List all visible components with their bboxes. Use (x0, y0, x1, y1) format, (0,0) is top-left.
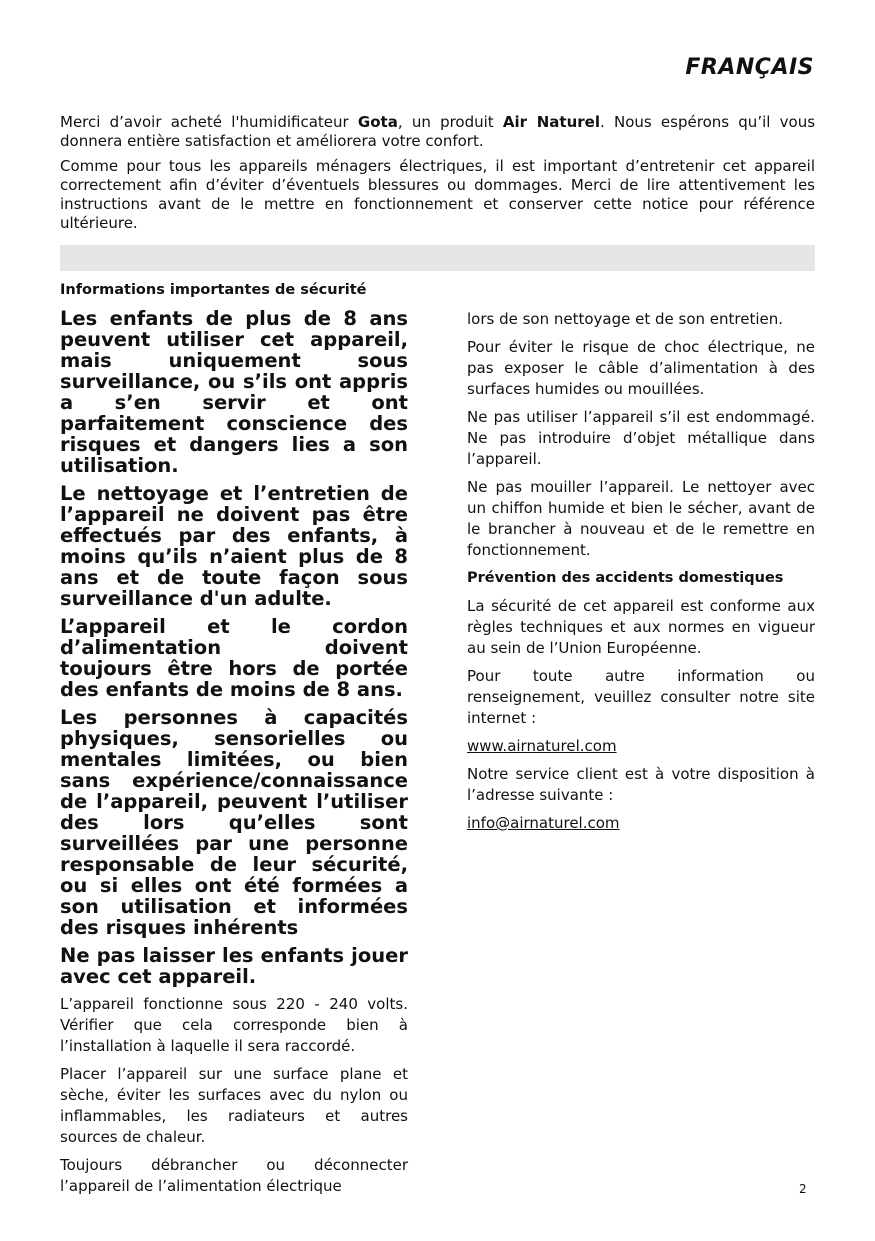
intro-section (60, 113, 815, 239)
section-divider-band (60, 245, 815, 271)
placement-paragraph: Placer l’appareil sur une surface plane et sèche, éviter les surfaces avec du nylon ou inflammables, les radiateurs et autres sources de chaleur. (60, 1065, 408, 1146)
voltage-paragraph: L’appareil fonctionne sous 220 - 240 volts. Vérifier que cela corresponde bien à l’installation à laquelle il sera raccordé. (60, 995, 408, 1055)
unplug-paragraph: Toujours débrancher ou déconnecter l’appareil de l’alimentation électrique (60, 1156, 408, 1195)
prevention-heading: Prévention des accidents domestiques (467, 570, 784, 586)
conformity-paragraph: La sécurité de cet appareil est conforme aux règles techniques et aux normes en vigueur au sein de l’Union Européenne. (467, 597, 815, 657)
language-title: FRANÇAIS (685, 55, 814, 80)
intro-text-3: . Nous espérons qu’il vous donnera entière satisfaction et améliorera votre confort. (60, 113, 816, 150)
service-paragraph: Notre service client est à votre disposition à l’adresse suivante : (467, 765, 815, 804)
product-name: Gota (357, 113, 398, 131)
brand-name: Air Naturel (502, 113, 600, 131)
safety-heading: Informations importantes de sécurité (60, 282, 367, 298)
page-number: 2 (799, 1182, 807, 1196)
damaged-paragraph: Ne pas utiliser l’appareil s’il est endommagé. Ne pas introduire d’objet métallique dans l’appareil. (467, 408, 815, 468)
unplug-continued-paragraph: lors de son nettoyage et de son entretien. (467, 310, 784, 328)
warning-reach: L’appareil et le cordon d’alimentation doivent toujours être hors de portée des enfants de moins de 8 ans. (60, 615, 408, 701)
warning-cleaning: Le nettoyage et l’entretien de l’appareil ne doivent pas être effectués par des enfants, à moins qu’ils n’aient plus de 8 ans et de toute façon sous surveillance d'un adulte. (60, 482, 408, 610)
warning-limited-capacity: Les personnes à capacités physiques, sensorielles ou mentales limitées, ou bien sans expérience/connaissance de l’appareil, peuvent l’utiliser des lors qu’elles sont surveillées par une personne responsable de leur sécurité, ou si elles ont été formées a son utilisation et informées des risques inhérents (60, 706, 408, 939)
intro-text-1: Merci d’avoir acheté l'humidificateur (60, 113, 358, 131)
intro-text-2: , un produit (397, 113, 503, 131)
wet-paragraph: Ne pas mouiller l’appareil. Le nettoyer avec un chiffon humide et bien le sécher, avant de le brancher à nouveau et de le remettre en fonctionnement. (467, 478, 815, 559)
left-column (60, 280, 408, 1204)
info-paragraph: Pour toute autre information ou renseignement, veuillez consulter notre site internet : (467, 667, 815, 727)
shock-paragraph: Pour éviter le risque de choc électrique, ne pas exposer le câble d’alimentation à des surfaces humides ou mouillées. (467, 338, 815, 398)
email-link[interactable]: info@airnaturel.com (467, 814, 620, 832)
website-link[interactable]: www.airnaturel.com (467, 737, 617, 755)
warning-no-play: Ne pas laisser les enfants jouer avec cet appareil. (60, 944, 408, 988)
warning-children-use: Les enfants de plus de 8 ans peuvent utiliser cet appareil, mais uniquement sous surveillance, ou s’ils ont appris a s’en servir et ont parfaitement conscience des risques et dangers lies a son utilisation. (60, 307, 408, 477)
right-column (467, 309, 815, 841)
intro-paragraph-1 (60, 113, 815, 151)
intro-paragraph-2: Comme pour tous les appareils ménagers électriques, il est important d’entretenir cet appareil correctement afin d’éviter d’éventuels blessures ou dommages. Merci de lire attentivement les instructions avant de le mettre en fonctionnement et conserver cette notice pour référence ultérieure. (60, 157, 815, 232)
